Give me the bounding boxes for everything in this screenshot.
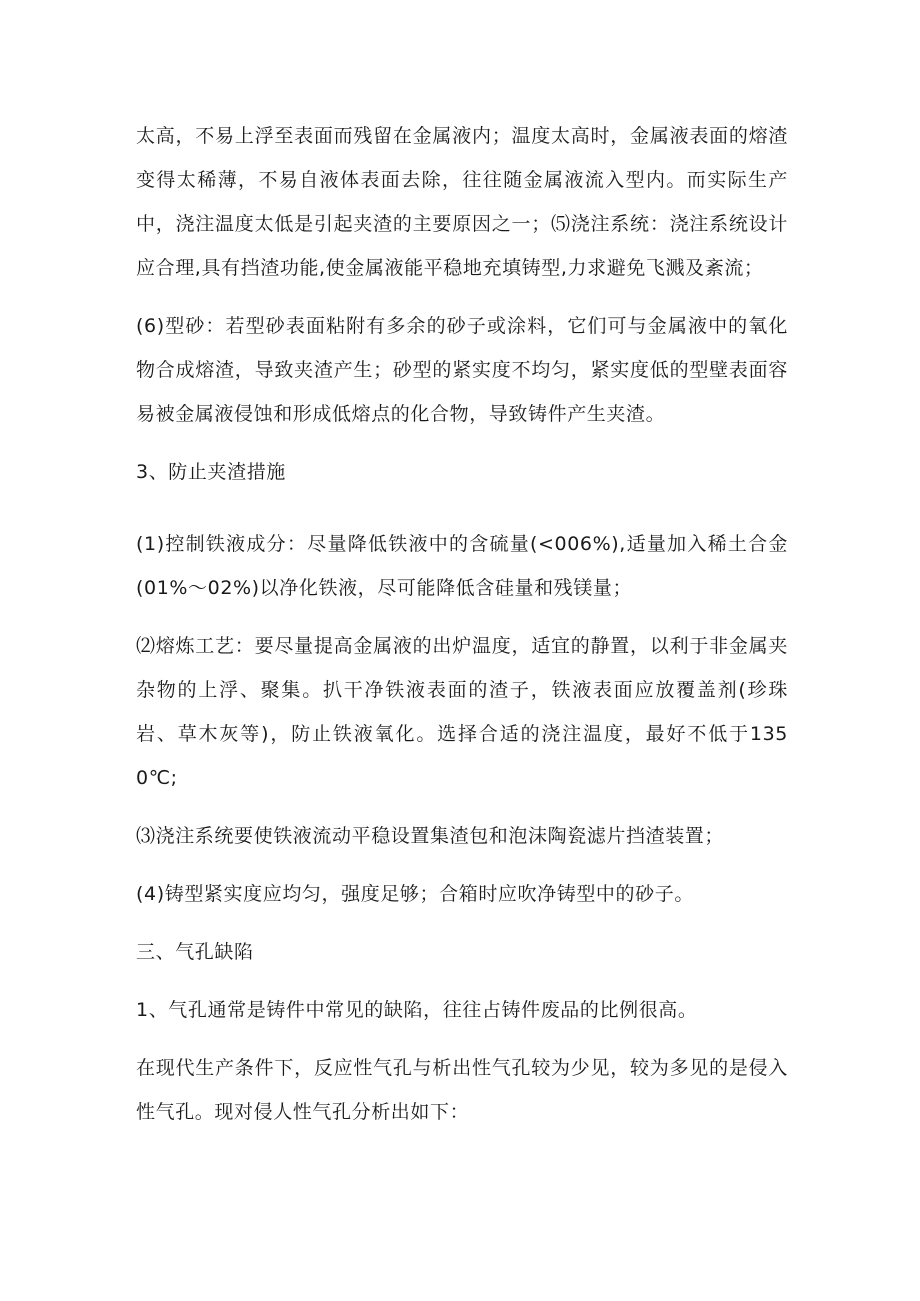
paragraph-gating-system: ⑶浇注系统要使铁液流动平稳设置集渣包和泡沫陶瓷滤片挡渣装置；: [136, 825, 725, 847]
paragraph-pouring-temperature: 太高，不易上浮至表面而残留在金属液内；温度太高时，金属液表面的熔渣变得太稀薄，不易自液体表面去除，往往随金属液流入型内。而实际生产中，浇注温度太低是引起夹渣的主要原因之一；⑸浇注系统：浇注系统设计应合理,具有挡渣功能,使金属液能平稳地充填铸型,力求避免飞溅及紊流；: [136, 125, 788, 279]
paragraph-iron-composition: (1)控制铁液成分：尽量降低铁液中的含硫量(<006%),适量加入稀土合金(01%～02%)以净化铁液，尽可能降低含硅量和残镁量；: [136, 533, 788, 599]
paragraph-molding-sand: (6)型砂：若型砂表面粘附有多余的砂子或涂料，它们可与金属液中的氧化物合成熔渣，导致夹渣产生；砂型的紧实度不均匀，紧实度低的型壁表面容易被金属液侵蚀和形成低熔点的化合物，导致铸件产生夹渣。: [136, 315, 788, 425]
heading-slag-prevention: 3、防止夹渣措施: [136, 461, 286, 483]
body-text: [136, 114, 788, 1134]
paragraph-porosity-intro: 1、气孔通常是铸件中常见的缺陷，往往占铸件废品的比例很高。: [136, 999, 698, 1021]
paragraph-mold-compaction: (4)铸型紧实度应均匀，强度足够；合箱时应吹净铸型中的砂子。: [136, 883, 694, 905]
heading-porosity-defects: 三、气孔缺陷: [136, 941, 254, 963]
paragraph-invasive-porosity: 在现代生产条件下，反应性气孔与析出性气孔较为少见，较为多见的是侵入性气孔。现对侵人性气孔分析出如下：: [136, 1057, 788, 1123]
paragraph-melting-process: ⑵熔炼工艺：要尽量提高金属液的出炉温度，适宜的静置，以利于非金属夹杂物的上浮、聚集。扒干净铁液表面的渣子，铁液表面应放覆盖剂(珍珠岩、草木灰等)，防止铁液氧化。选择合适的浇注温度，最好不低于1350℃;: [136, 635, 788, 789]
